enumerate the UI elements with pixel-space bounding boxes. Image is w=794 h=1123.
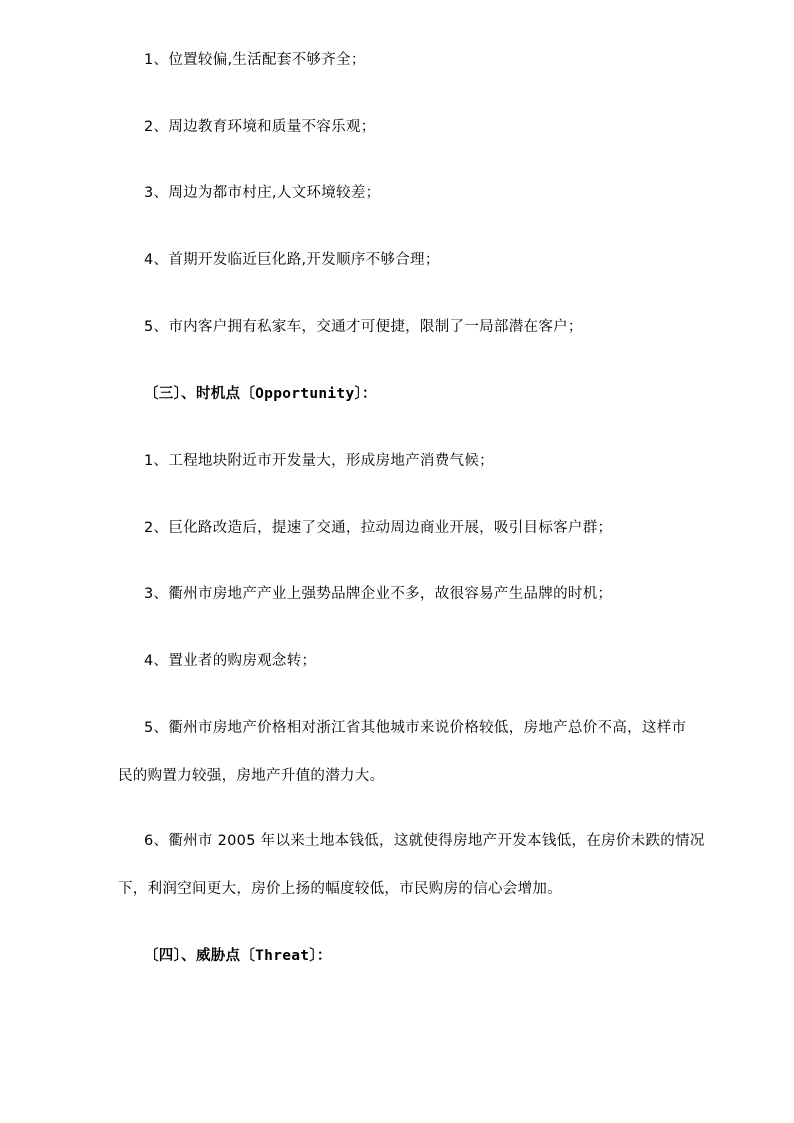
section-heading-threat <box>144 946 332 966</box>
opportunity-item-5-line-2: 民的购置力较强，房地产升值的潜力大。 <box>118 768 385 784</box>
opportunity-item-6-line-1: 6、衢州市 2005 年以来土地本钱低，这就使得房地产开发本钱低，在房价未跌的情况 <box>144 833 705 849</box>
heading-suffix: 〕： <box>309 948 332 964</box>
heading-suffix: 〕： <box>354 386 377 402</box>
heading-prefix: 〔三〕、时机点〔 <box>144 386 256 402</box>
weakness-item-1: 1、位置较偏,生活配套不够齐全； <box>144 52 366 68</box>
weakness-item-5: 5、市内客户拥有私家车，交通才可便捷，限制了一局部潜在客户； <box>144 319 583 335</box>
weakness-item-3: 3、周边为都市村庄,人文环境较差； <box>144 185 381 201</box>
opportunity-item-4: 4、置业者的购房观念转； <box>144 653 317 669</box>
weakness-item-2: 2、周边教育环境和质量不容乐观； <box>144 119 376 135</box>
weakness-item-4: 4、首期开发临近巨化路,开发顺序不够合理； <box>144 252 440 268</box>
opportunity-item-5-line-1: 5、衢州市房地产价格相对浙江省其他城市来说价格较低，房地产总价不高，这样市 <box>144 720 687 736</box>
heading-english: Opportunity <box>255 386 355 402</box>
opportunity-item-1: 1、工程地块附近市开发量大，形成房地产消费气候； <box>144 453 494 469</box>
opportunity-item-3: 3、衢州市房地产产业上强势品牌企业不多，故很容易产生品牌的时机； <box>144 586 613 602</box>
heading-prefix: 〔四〕、威胁点〔 <box>144 948 256 964</box>
opportunity-item-6-line-2: 下，利润空间更大，房价上扬的幅度较低，市民购房的信心会增加。 <box>118 881 562 897</box>
opportunity-item-2: 2、巨化路改造后，提速了交通，拉动周边商业开展，吸引目标客户群； <box>144 520 613 536</box>
section-heading-opportunity <box>144 384 377 404</box>
heading-english: Threat <box>255 948 310 964</box>
